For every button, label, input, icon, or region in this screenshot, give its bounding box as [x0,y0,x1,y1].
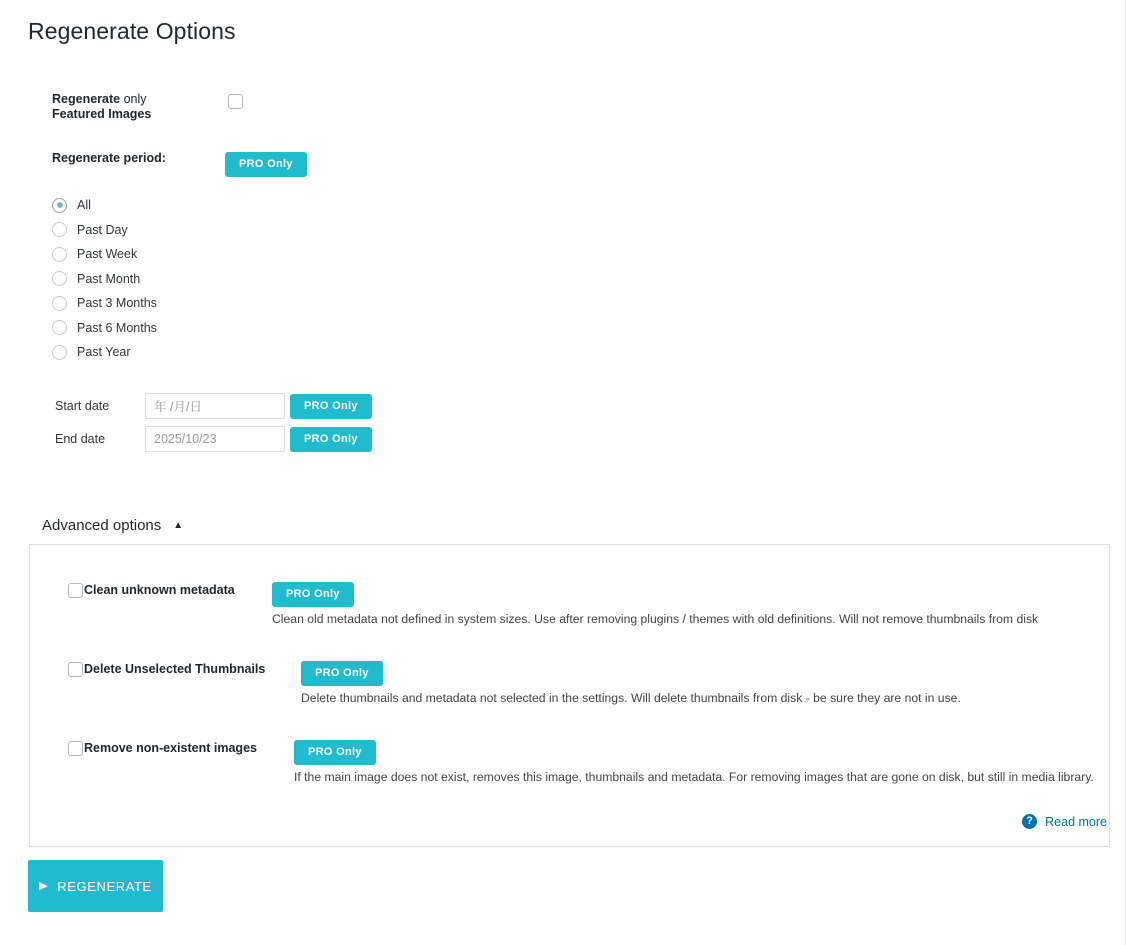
remove-non-existent-images-pro [294,740,376,765]
read-more-link[interactable] [1022,814,1107,829]
featured-images-label-line2: Featured Images [52,107,152,121]
end-date-input[interactable] [145,426,285,452]
end-date-pro-badge: PRO Only [290,427,372,452]
radio-option-past-3-months[interactable] [52,291,157,316]
radio-option-all[interactable] [52,193,157,218]
regenerate-button-label: REGENERATE [57,878,152,894]
remove-non-existent-images-desc: If the main image does not exist, removes this image, thumbnails and metadata. For removing images that are gone on disk, but still in media library. [294,770,1094,784]
chevron-up-icon: ▲ [173,519,184,531]
start-date-pro-badge: PRO Only [290,394,372,419]
radio-mark-icon [52,222,67,237]
pro-badge-label: PRO Only [272,582,354,607]
start-date-label: Start date [55,399,110,413]
clean-unknown-metadata-pro [272,582,354,607]
pro-badge-label: PRO Only [294,740,376,765]
radio-mark-icon [52,198,67,213]
read-more-label: Read more [1045,814,1107,829]
delete-unselected-thumbnails-title: Delete Unselected Thumbnails [84,662,266,676]
remove-non-existent-images-checkbox[interactable] [68,741,83,756]
pro-badge-label: PRO Only [301,661,383,686]
clean-unknown-metadata-title: Clean unknown metadata [84,583,235,597]
radio-option-past-6-months[interactable] [52,316,157,341]
radio-option-past-month[interactable] [52,267,157,292]
radio-label: Past Week [77,247,138,262]
start-date-input[interactable] [145,393,285,419]
end-date-label: End date [55,432,106,446]
featured-images-checkbox[interactable] [228,94,243,109]
delete-unselected-thumbnails-checkbox[interactable] [68,662,83,677]
radio-label: Past Month [77,271,141,286]
delete-unselected-thumbnails-pro [301,661,383,686]
remove-non-existent-images-title: Remove non-existent images [84,741,257,755]
radio-option-past-week[interactable] [52,242,157,267]
end-date-row [55,426,372,452]
start-date-row [55,393,372,419]
regenerate-period-radio-group [52,193,157,365]
clean-unknown-metadata-checkbox[interactable] [68,583,83,598]
radio-mark-icon [52,296,67,311]
advanced-options-panel [29,544,1110,847]
advanced-options-label: Advanced options [42,517,162,534]
page-title: Regenerate Options [28,18,236,44]
radio-mark-icon [52,271,67,286]
radio-label: Past 3 Months [77,296,157,311]
radio-option-past-day[interactable] [52,218,157,243]
radio-mark-icon [52,345,67,360]
radio-option-past-year[interactable] [52,340,157,365]
help-icon: ? [1022,814,1037,829]
clean-unknown-metadata-desc: Clean old metadata not defined in system sizes. Use after removing plugins / themes with old definitions. Will not remove thumbnails from disk [272,612,1039,626]
radio-label: Past 6 Months [77,320,157,335]
radio-mark-icon [52,320,67,335]
radio-label: Past Year [77,345,131,360]
featured-images-row [52,92,452,122]
regenerate-button[interactable] [28,860,163,912]
delete-unselected-thumbnails-desc: Delete thumbnails and metadata not selected in the settings. Will delete thumbnails from disk - be sure they are not in use. [301,691,961,705]
featured-images-label-bold: Regenerate [52,92,121,106]
regenerate-period-pro-badge [225,152,307,177]
radio-mark-icon [52,247,67,262]
advanced-options-toggle[interactable] [42,517,183,534]
regenerate-period-label: Regenerate period: [52,151,166,165]
radio-label: Past Day [77,222,128,237]
radio-label: All [77,198,91,213]
featured-images-label-light: only [120,92,147,106]
pro-badge-label: PRO Only [225,152,307,177]
featured-images-label [52,92,212,122]
play-icon: ▶ [39,879,49,892]
